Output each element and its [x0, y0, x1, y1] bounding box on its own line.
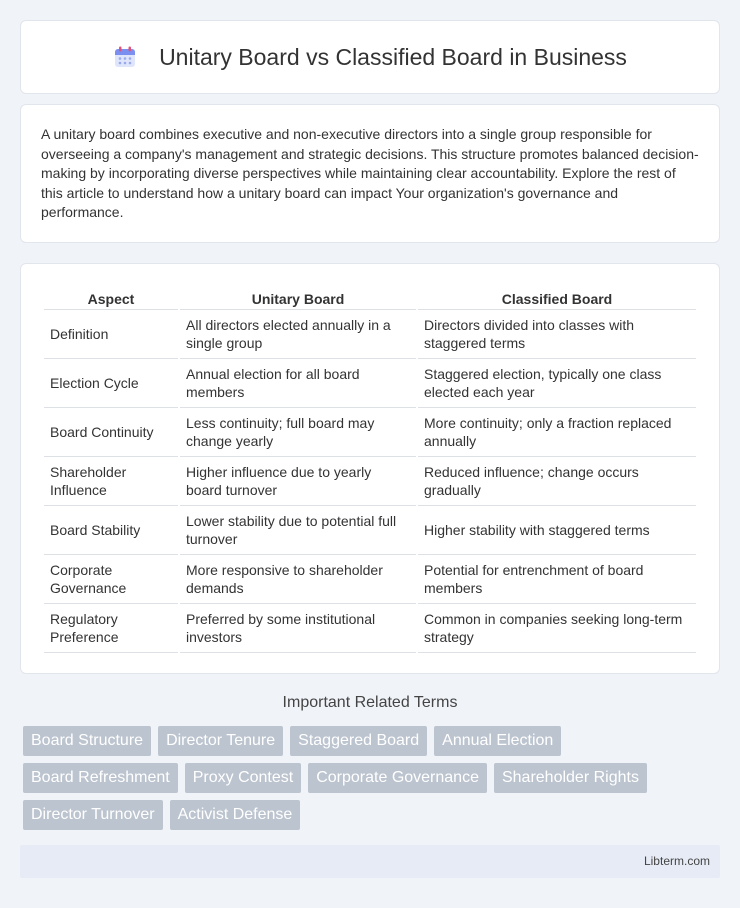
comparison-table — [42, 284, 698, 653]
aspect-cell: Definition — [44, 310, 178, 359]
classified-cell: Directors divided into classes with staggered terms — [418, 310, 696, 359]
unitary-cell: Preferred by some institutional investors — [180, 604, 416, 653]
page-title: Unitary Board vs Classified Board in Business — [159, 43, 627, 70]
comparison-table-card — [20, 263, 720, 674]
related-term-tag[interactable]: Annual Election — [434, 726, 561, 756]
header-aspect: Aspect — [44, 284, 178, 310]
classified-cell: Common in companies seeking long-term strategy — [418, 604, 696, 653]
aspect-cell: Board Continuity — [44, 408, 178, 457]
related-term-tag[interactable]: Director Tenure — [158, 726, 283, 756]
classified-cell: Staggered election, typically one class elected each year — [418, 359, 696, 408]
classified-cell: Potential for entrenchment of board members — [418, 555, 696, 604]
table-header-row — [44, 284, 696, 310]
related-terms-list — [23, 726, 723, 830]
related-terms-title: Important Related Terms — [282, 694, 458, 711]
header-classified-board: Classified Board — [418, 284, 696, 310]
table-row — [44, 408, 696, 457]
related-term-tag[interactable]: Shareholder Rights — [494, 763, 647, 793]
header-card — [20, 20, 720, 94]
classified-cell: Higher stability with staggered terms — [418, 506, 696, 555]
table-row — [44, 359, 696, 408]
footer — [20, 845, 720, 878]
related-term-tag[interactable]: Director Turnover — [23, 800, 163, 830]
header-unitary-board: Unitary Board — [180, 284, 416, 310]
related-term-tag[interactable]: Board Structure — [23, 726, 151, 756]
related-term-tag[interactable]: Activist Defense — [170, 800, 301, 830]
classified-cell: More continuity; only a fraction replaced annually — [418, 408, 696, 457]
table-row — [44, 604, 696, 653]
related-term-tag[interactable]: Corporate Governance — [308, 763, 487, 793]
aspect-cell: Shareholder Influence — [44, 457, 178, 506]
table-row — [44, 310, 696, 359]
table-row — [44, 457, 696, 506]
footer-site-link[interactable]: Libterm.com — [643, 854, 710, 868]
intro-card — [20, 104, 720, 243]
aspect-cell: Corporate Governance — [44, 555, 178, 604]
aspect-cell: Board Stability — [44, 506, 178, 555]
table-row — [44, 555, 696, 604]
classified-cell: Reduced influence; change occurs gradually — [418, 457, 696, 506]
intro-paragraph: A unitary board combines executive and non-executive directors into a single group responsible for overseeing a company's management and strategic decisions. This structure promotes balanced decision-making by incorporating diverse perspectives while maintaining clear accountability. Explore the rest of this article to understand how a unitary board can impact Your organization's governance and performance. — [41, 126, 699, 220]
unitary-cell: Higher influence due to yearly board turnover — [180, 457, 416, 506]
calendar-icon — [113, 45, 137, 69]
table-row — [44, 506, 696, 555]
related-term-tag[interactable]: Board Refreshment — [23, 763, 178, 793]
unitary-cell: All directors elected annually in a single group — [180, 310, 416, 359]
unitary-cell: Lower stability due to potential full turnover — [180, 506, 416, 555]
related-term-tag[interactable]: Proxy Contest — [185, 763, 301, 793]
unitary-cell: Annual election for all board members — [180, 359, 416, 408]
aspect-cell: Election Cycle — [44, 359, 178, 408]
related-term-tag[interactable]: Staggered Board — [290, 726, 427, 756]
unitary-cell: Less continuity; full board may change yearly — [180, 408, 416, 457]
unitary-cell: More responsive to shareholder demands — [180, 555, 416, 604]
aspect-cell: Regulatory Preference — [44, 604, 178, 653]
